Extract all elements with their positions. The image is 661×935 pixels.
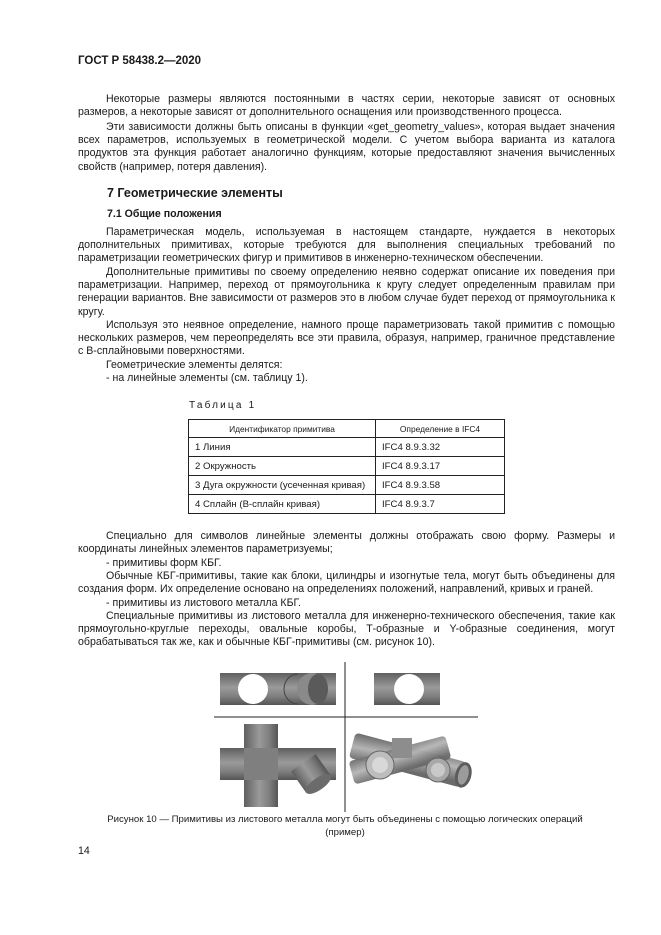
- page-number: 14: [78, 845, 90, 857]
- paragraph: Специальные примитивы из листового металла для инженерно-технического обеспечения, такие как прямоугольно-круглые переходы, овальные коробы, Т-образные и Y-образные соединения, могут обрабатываться так же, как и обычные КБГ-примитивы (см. рисунок 10).: [78, 610, 615, 649]
- table-cell: IFC4 8.9.3.58: [376, 476, 505, 495]
- paragraph: Параметрическая модель, используемая в настоящем стандарте, нуждается в некоторых дополнительных примитивах, которые требуются для выполнения специальных требований по параметризации геометрических фигур и примитивов в инженерно-техническом обеспечении.: [78, 226, 615, 265]
- table-cell: 3 Дуга окружности (усеченная кривая): [189, 476, 376, 495]
- figure-caption: [80, 813, 610, 839]
- cross-fitting-image: [220, 724, 336, 807]
- paragraph: Некоторые размеры являются постоянными в частях серии, некоторые зависят от основных размеров, а некоторые зависят от дополнительного оснащения или производственного процесса.: [78, 93, 615, 119]
- list-item: - на линейные элементы (см. таблицу 1).: [106, 372, 308, 384]
- paragraph: Эти зависимости должны быть описаны в функции «get_geometry_values», которая выдает значения всех параметров, используемых в геометрической модели. С учетом выбора варианта из каталога продуктов эта функция работает аналогично функциям, которые предоставляют значения вычисленных свойств (например, потеря давления).: [78, 121, 615, 173]
- table-header-cell: Идентификатор примитива: [189, 420, 376, 438]
- pipe-with-hole-image: [220, 673, 336, 705]
- combined-pipes-3d-image: [349, 733, 475, 790]
- paragraph: Используя это неявное определение, намного проще параметризовать такой примитив с помощью нескольких размеров, чем переопределять все эти правила, образуя, например, граничное представление с В-сплайновыми поверхностями.: [78, 319, 615, 358]
- subsection-heading: 7.1 Общие положения: [107, 208, 222, 220]
- document-header: ГОСТ Р 58438.2—2020: [78, 55, 202, 67]
- paragraph: Обычные КБГ-примитивы, такие как блоки, цилиндры и изогнутые тела, могут быть объединены для создания форм. Их определение основано на определениях положений, направлений, кривых и граней.: [78, 570, 615, 596]
- list-item: - примитивы форм КБГ.: [106, 557, 222, 569]
- paragraph: Дополнительные примитивы по своему определению неявно содержат описание их поведения при параметризации. Например, переход от прямоугольника к кругу следует определенным правилам при генерации вариантов. Вне зависимости от размеров это в любом случае будет переход от прямоугольника к кругу.: [78, 266, 615, 318]
- list-item: - примитивы из листового металла КБГ.: [106, 597, 301, 609]
- paragraph: Специально для символов линейные элементы должны отображать свою форму. Размеры и координаты линейных элементов параметризуемы;: [78, 530, 615, 556]
- table-cell: IFC4 8.9.3.32: [376, 438, 505, 457]
- table-cell: 2 Окружность: [189, 457, 376, 476]
- figure-caption-line: Рисунок 10 — Примитивы из листового металла могут быть объединены с помощью логических операций: [107, 814, 583, 825]
- section-heading: 7 Геометрические элементы: [107, 186, 283, 200]
- table-cell: 4 Сплайн (В-сплайн кривая): [189, 495, 376, 514]
- table-cell: IFC4 8.9.3.17: [376, 457, 505, 476]
- paragraph: Геометрические элементы делятся:: [106, 359, 283, 371]
- figure-caption-line: (пример): [325, 827, 365, 838]
- table-header-cell: Определение в IFC4: [376, 420, 505, 438]
- table-cell: 1 Линия: [189, 438, 376, 457]
- table-caption: Таблица 1: [189, 400, 257, 411]
- pipe-with-hole-result-image: [374, 673, 440, 705]
- table-cell: IFC4 8.9.3.7: [376, 495, 505, 514]
